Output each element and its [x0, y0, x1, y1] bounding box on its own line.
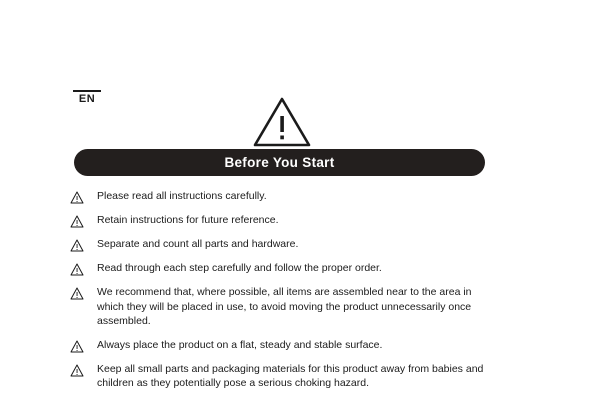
list-item: [70, 237, 495, 252]
warning-triangle-icon: [70, 263, 84, 276]
list-item-text: Retain instructions for future reference.: [97, 214, 279, 226]
warning-triangle-icon: [70, 239, 84, 252]
list-item-text: Keep all small parts and packaging materials for this product away from babies and children as they potentially pose a serious choking hazard.: [97, 362, 484, 389]
list-item: [70, 213, 495, 228]
list-item-text: Always place the product on a flat, steady and stable surface.: [97, 338, 383, 351]
list-item: [70, 362, 495, 391]
warning-triangle-icon: [70, 287, 84, 300]
language-marker: [73, 90, 101, 106]
section-title-bar: [74, 149, 485, 176]
list-item-text: We recommend that, where possible, all items are assembled near to the area in which they will be placed in use, to avoid moving the product unnecessarily once assembled.: [97, 286, 472, 327]
warning-triangle-icon: [70, 340, 84, 353]
warning-triangle-icon: [70, 215, 84, 228]
list-item-text: Please read all instructions carefully.: [97, 190, 267, 202]
warning-triangle-icon: [70, 364, 84, 377]
list-item-text: Read through each step carefully and follow the proper order.: [97, 262, 382, 274]
list-item: [70, 261, 495, 276]
list-item: [70, 285, 495, 329]
list-item: [70, 189, 495, 204]
warning-triangle-icon: [252, 96, 312, 148]
warning-triangle-icon: [70, 191, 84, 204]
list-item-text: Separate and count all parts and hardware.: [97, 238, 299, 250]
language-code: EN: [78, 93, 96, 105]
list-item: [70, 338, 495, 353]
language-rule: [73, 90, 101, 92]
page-title: Before You Start: [224, 155, 335, 170]
instruction-list: [70, 189, 495, 400]
